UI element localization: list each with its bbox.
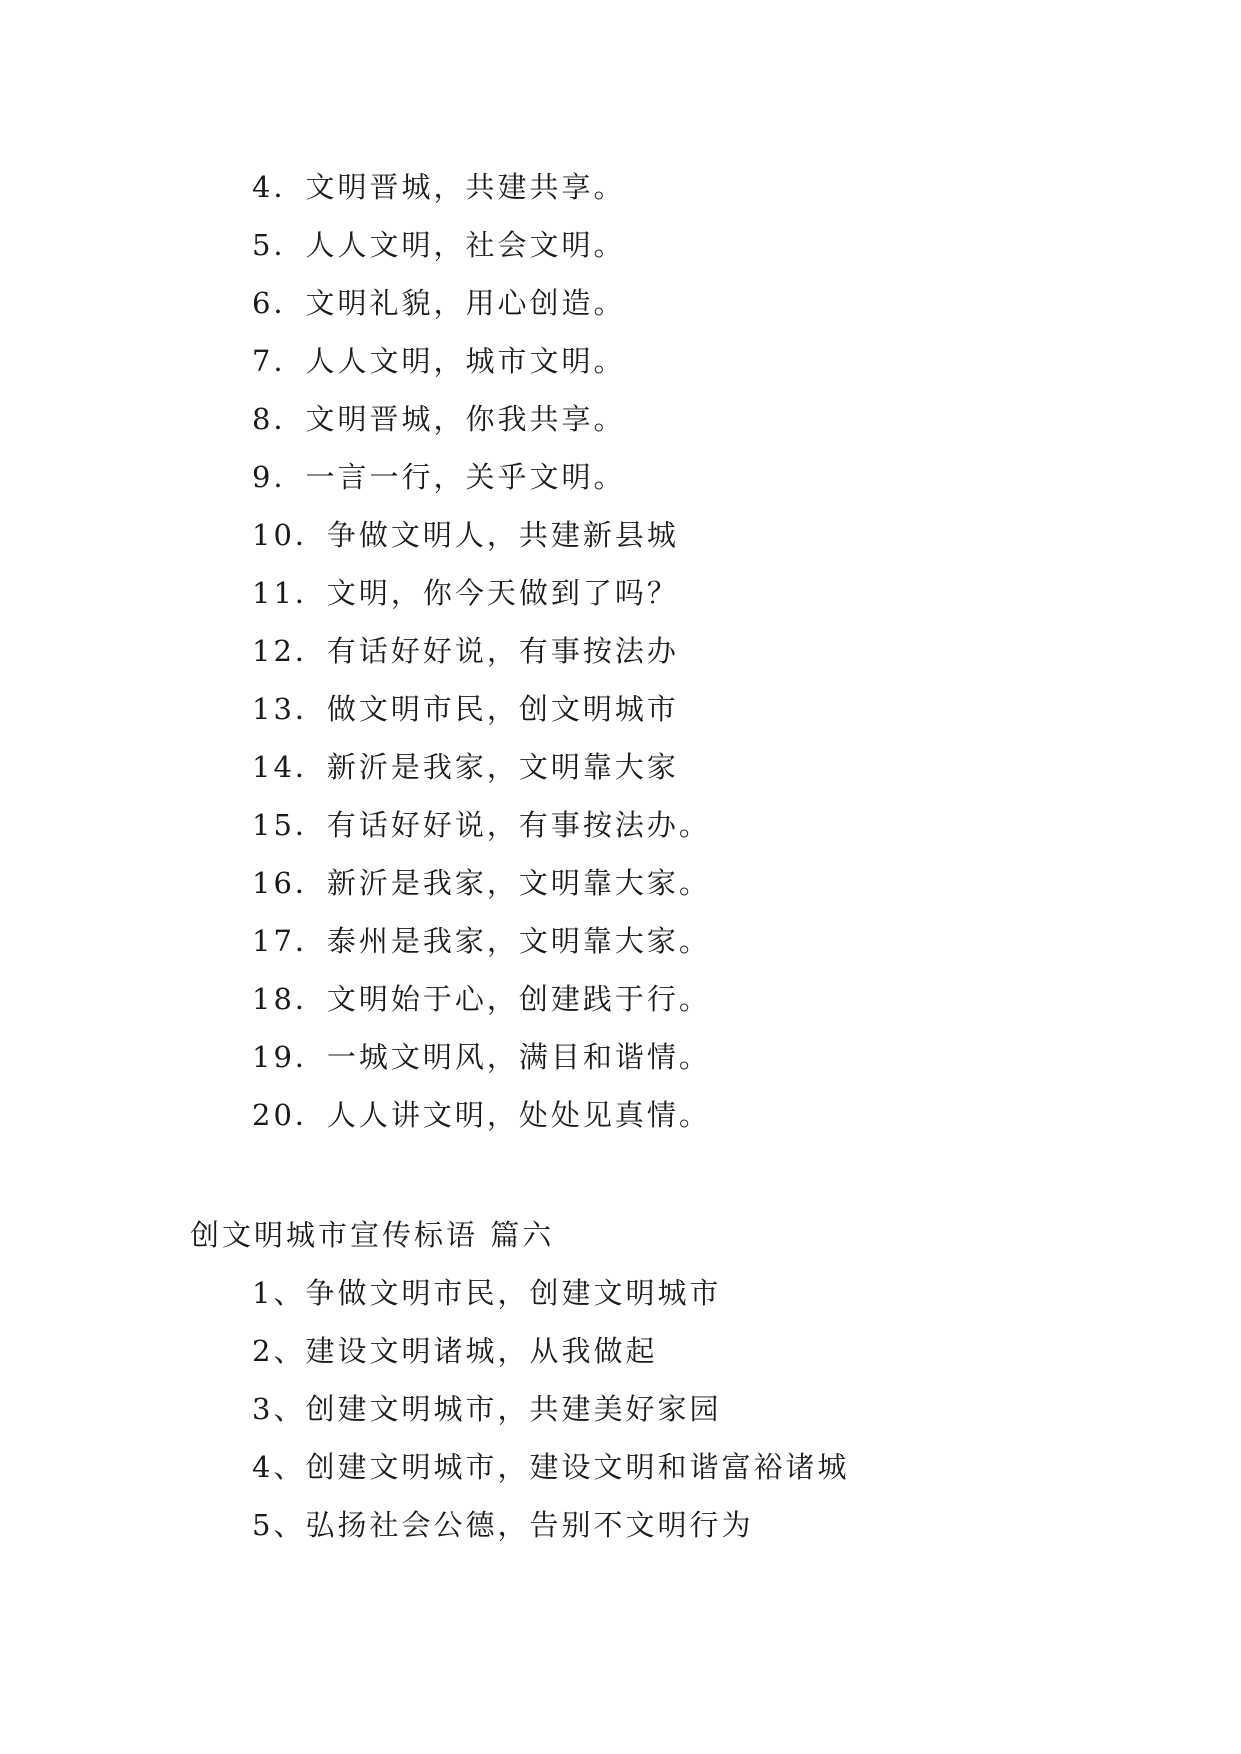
slogan-item: 8．文明晋城，你我共享。 [252,402,626,436]
slogan-item: 2、建设文明诸城，从我做起 [252,1334,658,1368]
slogan-item: 3、创建文明城市，共建美好家园 [252,1392,722,1426]
slogan-item: 15．有话好好说，有事按法办。 [252,808,711,842]
slogan-item: 16．新沂是我家，文明靠大家。 [252,866,711,900]
section-title: 创文明城市宣传标语 篇六 [190,1218,555,1252]
slogan-list-part1 [252,158,711,1144]
slogan-item: 1、争做文明市民，创建文明城市 [252,1276,722,1310]
slogan-item: 18．文明始于心，创建践于行。 [252,982,711,1016]
slogan-item: 4．文明晋城，共建共享。 [252,170,626,204]
slogan-item: 20．人人讲文明，处处见真情。 [252,1098,711,1132]
slogan-item: 6．文明礼貌，用心创造。 [252,286,626,320]
slogan-list-part2 [252,1264,849,1554]
slogan-item: 12．有话好好说，有事按法办 [252,634,679,668]
slogan-item: 5．人人文明，社会文明。 [252,228,626,262]
slogan-item: 5、弘扬社会公德，告别不文明行为 [252,1508,754,1542]
slogan-item: 17．泰州是我家，文明靠大家。 [252,924,711,958]
slogan-item: 13．做文明市民，创文明城市 [252,692,679,726]
slogan-item: 14．新沂是我家，文明靠大家 [252,750,679,784]
slogan-item: 4、创建文明城市，建设文明和谐富裕诸城 [252,1450,850,1484]
slogan-item: 19．一城文明风，满目和谐情。 [252,1040,711,1074]
slogan-item: 10．争做文明人，共建新县城 [252,518,679,552]
slogan-item: 11．文明，你今天做到了吗？ [252,576,679,610]
slogan-item: 9．一言一行，关乎文明。 [252,460,626,494]
slogan-item: 7．人人文明，城市文明。 [252,344,626,378]
